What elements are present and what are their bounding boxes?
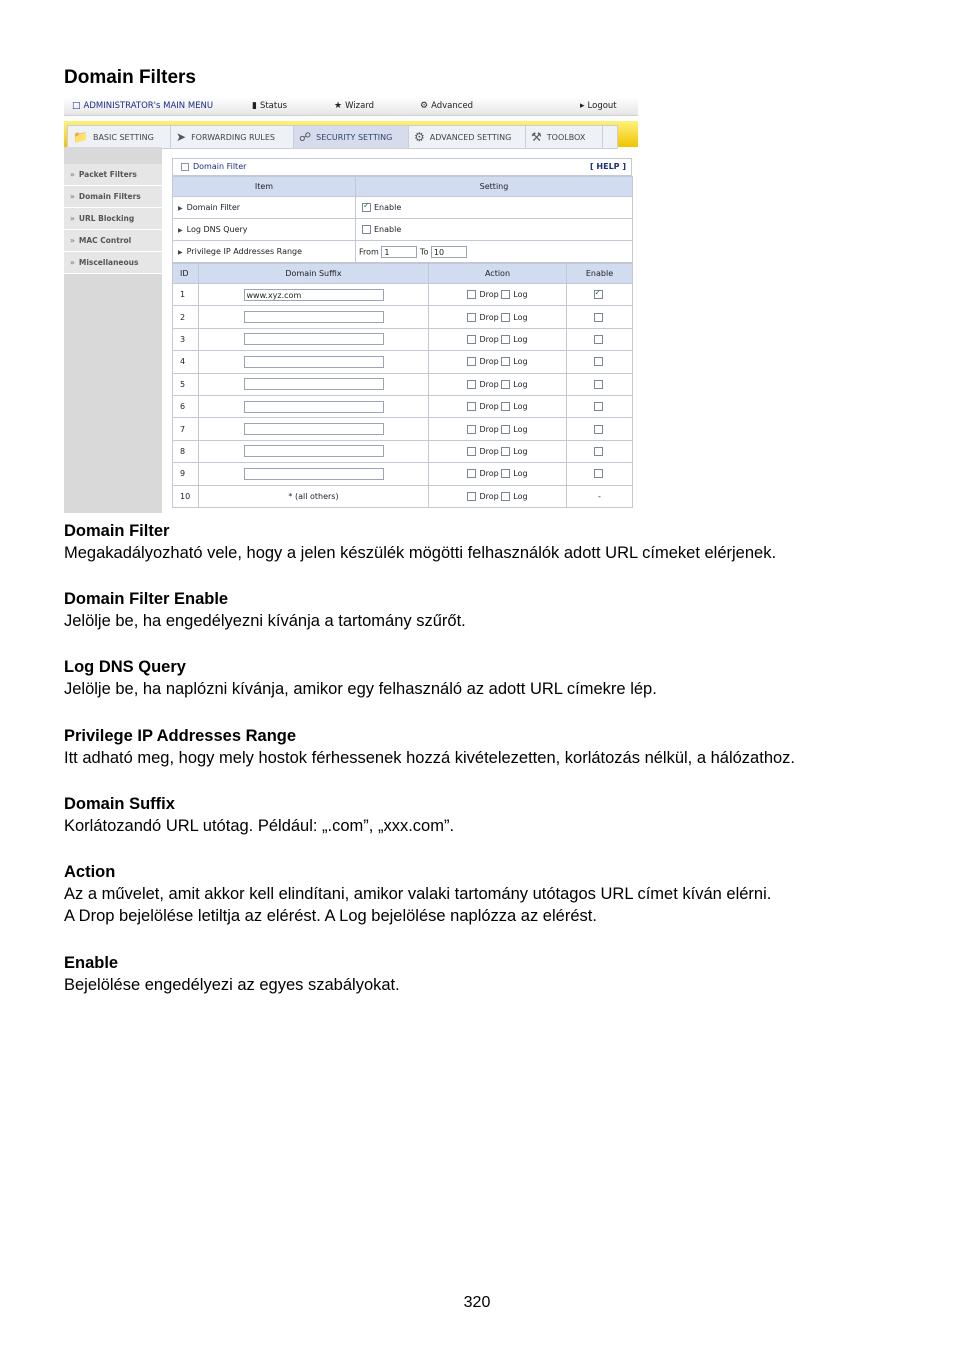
log-checkbox[interactable] [501, 447, 510, 456]
toolbox-icon: ⚒ [531, 130, 542, 144]
rule-id: 10 [173, 485, 199, 507]
section-heading: Enable [64, 954, 119, 972]
log-label: Log [513, 446, 528, 456]
forwarding-icon: ➤ [176, 130, 187, 144]
section-heading: Domain Suffix [64, 795, 175, 813]
col-header-setting: Setting [356, 177, 633, 197]
rule-id: 2 [173, 306, 199, 328]
drop-checkbox[interactable] [467, 469, 476, 478]
log-checkbox[interactable] [501, 290, 510, 299]
section-heading: Privilege IP Addresses Range [64, 727, 297, 745]
page-number: 320 [463, 1294, 491, 1311]
section-text: Megakadályozható vele, hogy a jelen készülék mögötti felhasználók adott URL címeket elérjenek. [64, 544, 777, 562]
table-row [173, 328, 633, 350]
rule-id: 3 [173, 328, 199, 350]
rule-enable-dash: - [567, 485, 633, 507]
drop-checkbox[interactable] [467, 290, 476, 299]
rule-id: 1 [173, 284, 199, 306]
rule-id: 5 [173, 373, 199, 395]
rule-id: 6 [173, 395, 199, 417]
rule-id: 4 [173, 351, 199, 373]
drop-checkbox[interactable] [467, 313, 476, 322]
drop-label: Drop [479, 312, 499, 322]
domain-filter-panel [172, 158, 632, 508]
admin-main-menu-link[interactable]: □ ADMINISTRATOR's MAIN MENU [72, 101, 214, 111]
drop-checkbox[interactable] [467, 425, 476, 434]
domain-suffix-input[interactable] [244, 311, 384, 323]
log-label: Log [513, 357, 528, 367]
table-row [173, 373, 633, 395]
col-header-domain-suffix: Domain Suffix [199, 264, 429, 284]
rule-enable-checkbox[interactable] [594, 380, 603, 389]
triangle-right-icon: ▶ [178, 227, 183, 234]
log-label: Log [513, 312, 528, 322]
rule-suffix-all-others: * (all others) [199, 485, 429, 507]
section-text: Az a művelet, amit akkor kell elindítani, amikor valaki tartomány utótagos URL címet kíván elérni. [64, 885, 772, 903]
col-header-action: Action [429, 264, 567, 284]
col-header-enable: Enable [567, 264, 633, 284]
section-text: Jelölje be, ha engedélyezni kívánja a tartomány szűrőt. [64, 612, 466, 630]
drop-checkbox[interactable] [467, 357, 476, 366]
log-label: Log [513, 424, 528, 434]
sidebar-item-mac-control[interactable]: » MAC Control [64, 230, 162, 252]
doc-section [64, 793, 454, 837]
section-text: Bejelölése engedélyezi az egyes szabályokat. [64, 976, 400, 994]
wizard-icon: ★ [334, 101, 343, 111]
enable-label: Enable [374, 203, 402, 212]
range-from-input[interactable]: 1 [381, 246, 417, 258]
advanced-icon: ⚙ [420, 101, 429, 111]
help-link[interactable]: [ HELP ] [589, 162, 626, 171]
log-label: Log [513, 379, 528, 389]
table-row [173, 485, 633, 507]
section-text: Jelölje be, ha naplózni kívánja, amikor egy felhasználó az adott URL címekre lép. [64, 680, 657, 698]
arrow-right-icon: ▸ [580, 101, 585, 111]
rule-enable-checkbox[interactable] [594, 290, 603, 299]
section-text: A Drop bejelölése letiltja az elérést. A Log bejelölése naplózza az elérést. [64, 907, 597, 925]
status-icon: ▮ [252, 101, 257, 111]
section-heading: Domain Filter [64, 522, 170, 540]
drop-label: Drop [479, 402, 499, 412]
tab-basic-setting[interactable]: 📁 BASIC SETTING [68, 126, 171, 148]
domain-suffix-input[interactable] [244, 333, 384, 345]
rule-enable-checkbox[interactable] [594, 402, 603, 411]
section-heading: Domain Filter Enable [64, 590, 229, 608]
sidebar-item-url-blocking[interactable]: » URL Blocking [64, 208, 162, 230]
log-checkbox[interactable] [501, 357, 510, 366]
drop-label: Drop [479, 446, 499, 456]
log-label: Log [513, 290, 528, 300]
triangle-right-icon: ▶ [178, 205, 183, 212]
item-log-dns-query: Log DNS Query [186, 225, 248, 234]
section-text: Korlátozandó URL utótag. Például: „.com”, „xxx.com”. [64, 817, 455, 835]
domain-filter-header: Domain Filter [ HELP ] [172, 158, 632, 176]
domain-suffix-input[interactable] [244, 445, 384, 457]
rule-enable-checkbox[interactable] [594, 357, 603, 366]
rule-enable-checkbox[interactable] [594, 335, 603, 344]
triangle-right-icon: ▶ [178, 249, 183, 256]
sidebar-item-miscellaneous[interactable]: » Miscellaneous [64, 252, 162, 274]
advanced-menu-link[interactable]: ⚙ Advanced [420, 101, 474, 111]
doc-section [64, 861, 771, 927]
rule-id: 9 [173, 463, 199, 485]
enable-label: Enable [374, 225, 402, 234]
domain-suffix-input[interactable] [244, 401, 384, 413]
tab-security-setting[interactable]: ☍ SECURITY SETTING [294, 126, 409, 148]
to-label: To [419, 247, 429, 256]
settings-table [172, 176, 633, 263]
rule-rows [173, 284, 633, 486]
table-row [173, 395, 633, 417]
table-row [173, 463, 633, 485]
main-menubar [64, 97, 638, 116]
folder-icon: 📁 [73, 130, 88, 144]
square-icon: □ [72, 101, 81, 111]
table-row [173, 440, 633, 462]
doc-section [64, 725, 795, 769]
table-row [173, 418, 633, 440]
item-privilege-ip-range: Privilege IP Addresses Range [186, 247, 303, 256]
log-dns-enable-checkbox[interactable] [362, 225, 371, 234]
domain-rules-table [172, 263, 633, 508]
log-label: Log [513, 402, 528, 412]
rule-enable-checkbox[interactable] [594, 313, 603, 322]
rule-id: 8 [173, 440, 199, 462]
drop-label: Drop [479, 379, 499, 389]
sidebar-item-packet-filters[interactable]: » Packet Filters [64, 164, 162, 186]
domain-suffix-input[interactable] [244, 378, 384, 390]
tab-advanced-setting[interactable]: ⚙ ADVANCED SETTING [409, 126, 526, 148]
page-title: Domain Filters [64, 67, 196, 88]
log-checkbox[interactable] [501, 425, 510, 434]
log-label: Log [513, 469, 528, 479]
log-checkbox[interactable] [501, 402, 510, 411]
drop-label: Drop [479, 491, 499, 501]
sidebar-item-domain-filters[interactable]: » Domain Filters [64, 186, 162, 208]
security-icon: ☍ [299, 130, 312, 144]
from-label: From [359, 247, 379, 256]
log-checkbox[interactable] [501, 313, 510, 322]
section-text: Itt adható meg, hogy mely hostok férhessenek hozzá kivételezetten, korlátozás nélkül, a hálózathoz. [64, 749, 796, 767]
doc-section [64, 588, 466, 632]
log-checkbox[interactable] [501, 469, 510, 478]
table-row [173, 306, 633, 328]
log-label: Log [513, 334, 528, 344]
tab-toolbox[interactable]: ⚒ TOOLBOX [526, 126, 603, 148]
section-heading: Action [64, 863, 116, 881]
section-box-icon [181, 163, 189, 171]
item-domain-filter: Domain Filter [186, 203, 241, 212]
domain-suffix-input[interactable] [244, 468, 384, 480]
log-checkbox[interactable] [501, 492, 510, 501]
rule-enable-checkbox[interactable] [594, 425, 603, 434]
domain-filter-enable-checkbox[interactable] [362, 203, 371, 212]
drop-checkbox[interactable] [467, 447, 476, 456]
rule-enable-checkbox[interactable] [594, 469, 603, 478]
logout-menu-link[interactable]: ▸ Logout [580, 101, 617, 111]
doc-section [64, 952, 400, 996]
doc-section [64, 520, 776, 564]
drop-checkbox[interactable] [467, 492, 476, 501]
rule-enable-checkbox[interactable] [594, 447, 603, 456]
status-menu-link[interactable]: ▮ Status [252, 101, 288, 111]
log-label: Log [513, 491, 528, 501]
col-header-id: ID [173, 264, 199, 284]
security-sidebar [64, 147, 162, 513]
drop-label: Drop [479, 424, 499, 434]
log-checkbox[interactable] [501, 335, 510, 344]
drop-checkbox[interactable] [467, 380, 476, 389]
table-row [173, 351, 633, 373]
router-ui-screenshot [64, 97, 638, 513]
wizard-menu-link[interactable]: ★ Wizard [334, 101, 375, 111]
domain-suffix-input[interactable] [244, 356, 384, 368]
col-header-item: Item [173, 177, 356, 197]
range-to-input[interactable]: 10 [431, 246, 467, 258]
doc-section [64, 656, 657, 700]
rule-id: 7 [173, 418, 199, 440]
domain-suffix-input[interactable]: www.xyz.com [244, 289, 384, 301]
settings-tabbar [64, 121, 638, 147]
drop-label: Drop [479, 334, 499, 344]
log-checkbox[interactable] [501, 380, 510, 389]
tab-forwarding-rules[interactable]: ➤ FORWARDING RULES [171, 126, 294, 148]
table-row [173, 284, 633, 306]
drop-checkbox[interactable] [467, 335, 476, 344]
drop-label: Drop [479, 357, 499, 367]
drop-label: Drop [479, 290, 499, 300]
drop-checkbox[interactable] [467, 402, 476, 411]
domain-suffix-input[interactable] [244, 423, 384, 435]
drop-label: Drop [479, 469, 499, 479]
section-heading: Log DNS Query [64, 658, 186, 676]
advanced-setting-icon: ⚙ [414, 130, 425, 144]
